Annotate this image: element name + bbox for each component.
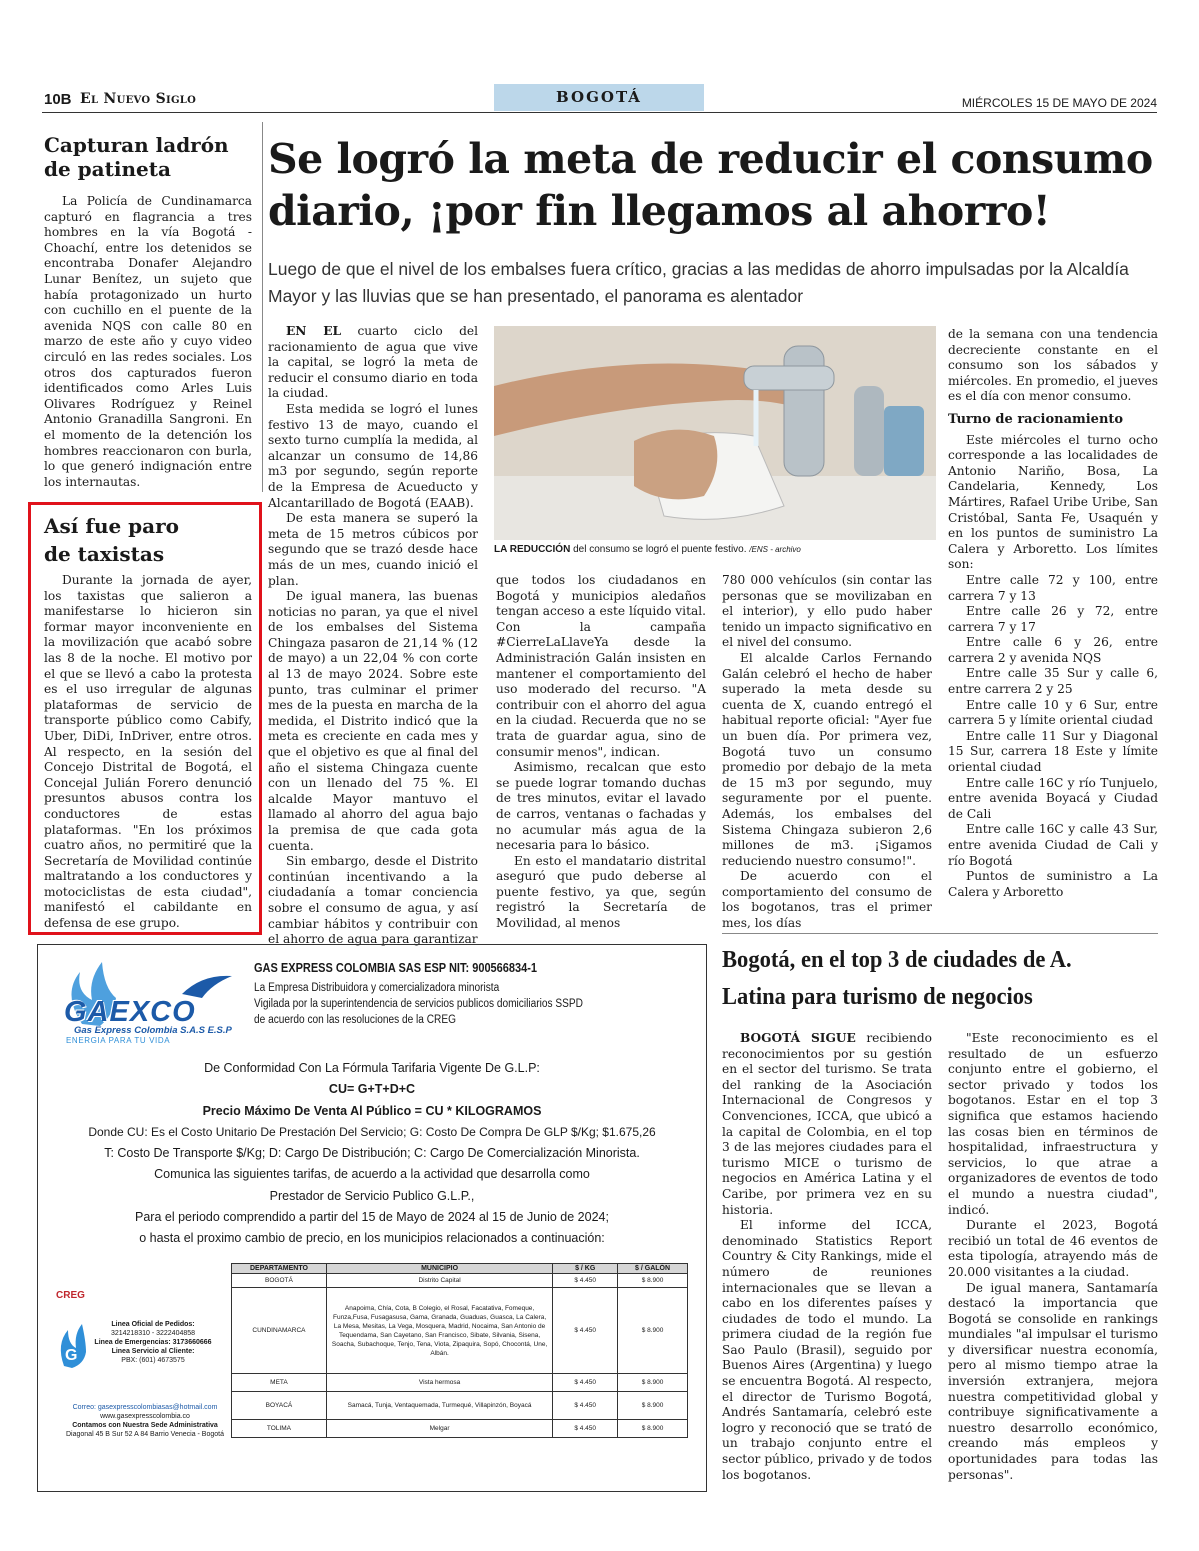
gaexco-small-icon: [56, 1320, 90, 1370]
brief2-paragraph: Durante la jornada de ayer, los taxistas que salieron a manifestarse lo hicieron sin formar mayor inconveniente en la movilización que acabó sobre las 8 de la noche. El motivo por el que se llevó a cabo la protesta es el uso irregular de algunas plataformas de servicio de transporte público como Cabify, Uber, DiDi, InDriver, entre otros. Al respecto, en la sesión del Concejo Distrital de Bogotá, el Concejal Julián Forero denunció presuntos abusos contra los conductores de estas plataformas. "En los próximos cuatro años, no permitiré que la Secretaría de Movilidad continúe maltratando a los conductores y motociclistas de esta ciudad", manifestó el cabildante en defensa de ese grupo.: [44, 573, 252, 931]
ad-formula-line: De Conformidad Con La Fórmula Tarifaria Vigente De G.L.P:: [204, 1061, 540, 1075]
main-col3: [722, 573, 932, 932]
faucet-photo-illustration: [494, 326, 936, 540]
main-col4: [948, 327, 1158, 900]
table-row: [232, 1274, 688, 1288]
table-cell: CUNDINAMARCA: [232, 1288, 327, 1374]
contact-line: Linea Servicio al Cliente:: [111, 1348, 195, 1355]
small-flame-icon: [56, 1320, 90, 1370]
photo-caption-lead: LA REDUCCIÓN: [494, 544, 571, 555]
tourism-col2-p0: "Este reconocimiento es el resultado de un esfuerzo conjunto entre el gobierno, el sector privado y todos los bogotanos. Estar en el top 3 significa que estamos haciendo las cosas bien en términos de hospitalidad, infraestructura y servicios, lo que atrae a organizadores de eventos de todo el mundo a nuestra ciudad", indicó.: [948, 1031, 1158, 1217]
table-cell: BOGOTÁ: [232, 1274, 327, 1288]
table-cell: $ 4.450: [553, 1374, 618, 1392]
main-col4-p4: Entre calle 35 Sur y calle 6, entre carrera 2 y 25: [948, 666, 1158, 697]
ad-formula-line: Donde CU: Es el Costo Unitario De Prestación Del Servicio; G: Costo De Compra De GLP $/Kg; $1.675,26: [88, 1124, 656, 1139]
photo-caption: [494, 544, 936, 556]
main-col4-p8: Entre calle 16C y calle 43 Sur, entre avenida Ciudad de Cali y río Bogotá: [948, 822, 1158, 868]
main-col4-p7: Entre calle 16C y río Tunjuelo, entre avenida Boyacá y Ciudad de Cali: [948, 775, 1158, 821]
table-header: MUNICIPIO: [326, 1264, 552, 1274]
ad-formula-line: Prestador de Servicio Publico G.L.P.,: [269, 1188, 475, 1203]
table-cell: Vista hermosa: [326, 1374, 552, 1392]
main-col4-p2: Entre calle 26 y 72, entre carrera 7 y 17: [948, 604, 1158, 634]
tourism-lead-in: BOGOTÁ SIGUE: [740, 1031, 856, 1045]
contact-line: PBX: (601) 4673575: [121, 1357, 185, 1364]
photo-credit: /ENS - archivo: [749, 545, 801, 554]
main-photo: [494, 326, 936, 540]
main-col4-p6: Entre calle 11 Sur y Diagonal 15 Sur, carrera 18 Este y límite oriental ciudad: [948, 728, 1158, 775]
main-col1: [268, 324, 478, 948]
brief1-body: [44, 194, 252, 490]
masthead-logo: El Nuevo Siglo: [80, 91, 197, 107]
tourism-col1-p1: El informe del ICCA, denominado Statistics Report Country & City Rankings, mide el número de reuniones internacionales que se llevan a cabo en los diferentes países y ciudades de todo el mundo. La primera ciudad de la región fue Sao Paulo (Brasil), seguido por Buenos Aires (Argentina) y luego se encuentra Bogotá. Al respecto, el director de Turismo Bogotá, Andrés Santamaría, celebró este logro y reconoció que se trató de un trabajo conjunto entre el sector público, privado y de todos los bogotanos.: [722, 1218, 932, 1482]
ad-desc-line: de acuerdo con las resoluciones de la CREG: [254, 1014, 456, 1026]
main-col2: [496, 573, 706, 932]
main-col4-p0: Este miércoles el turno ocho corresponde a las localidades de Antonio Nariño, Bosa, La Candelaria, Kennedy, Los Mártires, Rafael Uribe Uribe, San Cristóbal, Santa Fe, Usaquén y en los puntos de suministro La Calera y Arboretto. Los límites son:: [948, 432, 1158, 572]
main-col2-p0: que todos los ciudadanos en Bogotá y municipios aledaños tengan acceso a este líquido vital. Con la campaña #CierreLaLlaveYa desde la Administración Galán insisten en mantener el comportamiento del uso moderado del recurso. "A contribuir con el ahorro del agua en la ciudad. Recuerda que no se trata de guardar agua, sino de consumir menos", indican.: [496, 573, 707, 759]
ad-office-title: Contamos con Nuestra Sede Administrativa: [72, 1422, 218, 1429]
table-cell: $ 8.900: [618, 1288, 688, 1374]
table-cell: Anapoima, Chía, Cota, B Colegio, el Rosal, Facatativa, Fomeque, Funza,Fusa, Fusagasusa, Gama, Granada, Guaduas, Guasca, La Calera, La Mesa, Mesitas, La Vega, Mosquera, Madrid, Nocaima, San Antonio de Tequendama, San Cayetano, San Francisco, Sibate, Silvania, Sisena, Soacha, Subachoque, Tenjo, Tena, Viota, Zipaquira, Sopó, Chocontá, Une, Albán.: [326, 1288, 552, 1374]
main-col4-p3: Entre calle 6 y 26, entre carrera 2 y avenida NQS: [948, 635, 1158, 665]
table-cell: $ 4.450: [553, 1288, 618, 1374]
main-headline: Se logró la meta de reducir el consumo diario, ¡por fin llegamos al ahorro!: [268, 135, 1153, 235]
ad-desc-line: La Empresa Distribuidora y comercializadora minorista: [254, 982, 500, 994]
main-col1-p4: Sin embargo, desde el Distrito continúan incentivando a la ciudadanía a tomar conciencia sobre el consumo de agua, y así cambiar hábitos y contribuir con el ahorro de agua para garantizar: [268, 854, 478, 947]
contact-line: 3214218310 - 3222404858: [110, 1330, 196, 1337]
contact-line: Linea Oficial de Pedidos:: [111, 1321, 195, 1328]
logo-tagline: ENERGIA PARA TU VIDA: [66, 1036, 171, 1045]
main-col4-intro: de la semana con una tendencia decreciente constante en el consumo son los sábados y miércoles. En promedio, el jueves es el día con menor consumo.: [948, 327, 1158, 404]
section-label: BOGOTÁ: [556, 88, 642, 106]
table-cell: $ 8.900: [618, 1392, 688, 1420]
table-header: $ / GALÓN: [618, 1264, 688, 1274]
ad-contact: [92, 1320, 214, 1365]
table-cell: $ 4.450: [553, 1420, 618, 1438]
creg-logo: CREG: [56, 1290, 85, 1301]
main-col1-p0: [268, 324, 478, 402]
table-cell: $ 4.450: [553, 1274, 618, 1288]
table-cell: Distrito Capital: [326, 1274, 552, 1288]
table-cell: $ 8.900: [618, 1420, 688, 1438]
table-row: [232, 1392, 688, 1420]
ad-formula-line: Comunica las siguientes tarifas, de acuerdo a la actividad que desarrolla como: [154, 1167, 590, 1182]
ad-office-address: Diagonal 45 B Sur 52 A 84 Barrio Venecia - Bogotá: [66, 1431, 224, 1438]
header-rule: [42, 112, 1157, 113]
page-date: MIÉRCOLES 15 DE MAYO DE 2024: [961, 96, 1157, 110]
ad-description: [254, 980, 694, 1028]
main-col1-p3: De igual manera, las buenas noticias no paran, ya que el nivel de los embalses del Sistema Chingaza pasaron de 21,14 % (12 de mayo) a un 22,04 % con corte al 13 de mayo 2024. Sobre este punto, tras culminar el primer mes de la puesta en marcha de la medida, el Distrito indicó que la meta es creciente en cada mes y que el objetivo es que al final del año el sistema Chingaza cuente con un llenado del 75 %. El alcalde Mayor mantuvo el llamado al ahorro del agua bajo la premisa de que cada gota cuenta.: [268, 589, 478, 853]
table-row: [232, 1288, 688, 1374]
svg-text:G: G: [65, 1347, 78, 1364]
tourism-col2: [948, 1031, 1158, 1483]
ad-formula-block: [37, 1058, 707, 1250]
ad-formula-line: o hasta el proximo cambio de precio, en los municipios relacionados a continuación:: [139, 1231, 605, 1246]
column-divider: [262, 122, 263, 492]
tariff-table: [231, 1263, 688, 1438]
tourism-col2-p2: De igual manera, Santamaría destacó la importancia que Bogotá se consolide en rankings mundiales "al impulsar el turismo y diversificar nuestra economía, pero al mismo tiempo atrae la inversión extranjera, mejora nuestra competitividad global y contribuye significativamente a nuestro desarrollo económico, creando más empleos y oportunidades para todas las personas".: [948, 1280, 1158, 1482]
tourism-col1: [722, 1031, 932, 1483]
page-number: 10B: [44, 91, 72, 108]
ad-formula-line: T: Costo De Transporte $/Kg; D: Cargo De Distribución; C: Cargo De Comercialización Minorista.: [104, 1146, 640, 1161]
main-col4-p1: Entre calle 72 y 100, entre carrera 7 y 13: [948, 572, 1158, 603]
tourism-col1-p0: [722, 1031, 932, 1218]
table-cell: META: [232, 1374, 327, 1392]
main-col2-p2: En esto el mandatario distrital aseguró que pudo deberse al puente festivo, ya que, según registró la Secretaría de Movilidad, al menos: [496, 853, 706, 931]
table-cell: $ 4.450: [553, 1392, 618, 1420]
ad-formula-line: CU= G+T+D+C: [328, 1082, 416, 1097]
tourism-headline: Bogotá, en el top 3 de ciudades de A. Latina para turismo de negocios: [722, 947, 1072, 1010]
ad-desc-line: Vigilada por la superintendencia de servicios publicos domiciliarios SSPD: [254, 998, 583, 1010]
main-col1-p2: De esta manera se superó la meta de 15 metros cúbicos por segundo que se trazó desde hace más de un mes, cuando inició el plan.: [268, 511, 478, 588]
main-bottom-rule: [722, 933, 1158, 934]
main-col1-text0: cuarto ciclo del racionamiento de agua que vive la capital, se logró la meta de reducir el consumo diario en toda la ciudad.: [268, 324, 478, 401]
tourism-col1-text0: recibiendo reconocimientos por su gestión en el sector del turismo. Se trata del ranking de la Asociación Internacional de Congresos y Convenciones, ICCA, que ubicó a la capital de Colombia, en el top 3 de las mejores ciudades para el turismo MICE o turismo de negocios en América Latina y el Caribe, por primera vez en su historia.: [722, 1031, 932, 1217]
main-col4-subhead: Turno de racionamiento: [948, 411, 1124, 427]
main-col2-p1: Asimismo, recalcan que esto se puede lograr tomando duchas de tres minutos, evitar el lavado de carros, ventanas o fachadas y no acumular más agua de la necesaria para lo básico.: [496, 760, 706, 853]
table-row: [232, 1374, 688, 1392]
table-header: $ / KG: [553, 1264, 618, 1274]
ad-company: GAS EXPRESS COLOMBIA SAS ESP NIT: 900566834-1: [254, 961, 538, 975]
ad-formula-line: Para el periodo comprendido a partir del 15 de Mayo de 2024 al 15 de Junio de 2024;: [135, 1210, 609, 1225]
main-col3-p1: El alcalde Carlos Fernando Galán celebró el hecho de haber superado la meta desde su cuenta de X, cuando entregó el habitual reporte oficial: "Ayer fue un buen día. Por primera vez, Bogotá tuvo un consumo promedio por debajo de la meta de 15 m3 por segundo, muy seguramente por el puente. Además, los embalses del Sistema Chingaza subieron 2,6 millones de m3. ¡Sigamos reduciendo nuestro consumo!".: [722, 650, 932, 868]
brief2-body: [44, 573, 252, 932]
photo-caption-text: del consumo se logró el puente festivo.: [573, 544, 747, 555]
logo-text: GAEXCO: [64, 996, 196, 1028]
ad-formula-line: Precio Máximo De Venta Al Público = CU * KILOGRAMOS: [202, 1103, 542, 1118]
tourism-col2-p1: Durante el 2023, Bogotá recibió un total de 46 eventos de esta tipología, atrayendo más de 20.000 visitantes a la ciudad.: [948, 1218, 1158, 1279]
main-col3-p2: De acuerdo con el comportamiento del consumo de los bogotanos, tras el primer mes, los días: [722, 869, 932, 931]
brief1-paragraph: La Policía de Cundinamarca capturó en flagrancia a tres hombres en la vía Bogotá - Choachí, entre los detenidos se encontraba Donafer Alejandro Lunar Benítez, un sujeto que había protagonizado un hurto con cuchillo en el puente de la avenida NQS con calle 80 en marzo de este año y cuyo video circuló en las redes sociales. Los otros dos capturados fueron identificados como Arles Luis Olivares Rodríguez y Reinel Antonio Granadilla Sangroni. En el momento de la detención los hombres reaccionaron con burla, lo que generó indignación entre los internautas.: [44, 194, 252, 489]
ad-email: Correo: gasexpresscolombiasas@hotmail.com: [72, 1404, 218, 1411]
ad-web: www.gasexpresscolombia.co: [100, 1413, 190, 1420]
table-cell: $ 8.900: [618, 1374, 688, 1392]
contact-line: Linea de Emergencias: 3173660666: [94, 1339, 212, 1346]
main-subhead: Luego de que el nivel de los embalses fuera crítico, gracias a las medidas de ahorro impulsadas por la Alcaldía Mayor y las lluvias que se han presentado, el panorama es alentador: [268, 259, 1129, 306]
table-header: DEPARTAMENTO: [232, 1264, 327, 1274]
table-row: [232, 1420, 688, 1438]
table-cell: Samacá, Tunja, Ventaquemada, Turmequé, Villapinzón, Boyacá: [326, 1392, 552, 1420]
main-col1-p1: Esta medida se logró el lunes festivo 13 de mayo, cuando el sexto turno cumplía la medida, al alcanzar un consumo de 14,86 m3 por segundo, según reporte de la Empresa de Acueducto y Alcantarillado de Bogotá (EAAB).: [268, 401, 478, 510]
main-col4-p9: Puntos de suministro a La Calera y Arboretto: [948, 869, 1158, 899]
table-cell: Melgar: [326, 1420, 552, 1438]
main-lead-in: EN EL: [286, 324, 342, 338]
table-cell: TOLIMA: [232, 1420, 327, 1438]
brief1-title: Capturan ladrón de patineta: [44, 133, 229, 181]
logo-subtitle: Gas Express Colombia S.A.S E.S.P: [74, 1025, 232, 1036]
brief2-title: Así fue paro de taxistas: [44, 514, 179, 566]
table-cell: $ 8.900: [618, 1274, 688, 1288]
main-col4-p5: Entre calle 10 y 6 Sur, entre carrera 5 y límite oriental ciudad: [948, 697, 1158, 728]
table-cell: BOYACÁ: [232, 1392, 327, 1420]
main-col3-p0: 780 000 vehículos (sin contar las personas que se movilizaban en el interior), y ello pudo haber tenido un impacto significativo en el nivel del consumo.: [722, 573, 932, 650]
